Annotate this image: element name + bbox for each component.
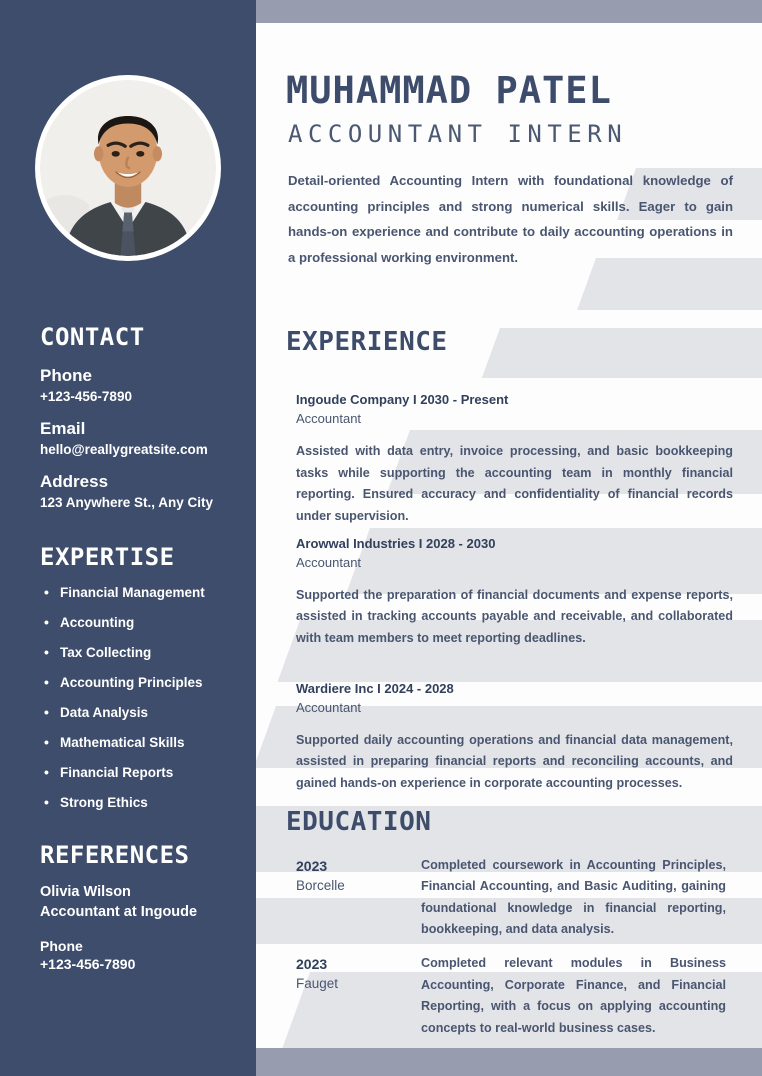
contact-details (40, 365, 230, 511)
experience-description: Supported daily accounting operations and financial data management, assisted in preparing financial reports and reconciling accounts, and gained hands-on experience in corporate accounting processes. (296, 732, 733, 790)
experience-section (286, 326, 733, 795)
bottom-accent-bar (256, 1048, 762, 1076)
education-school: Borcelle (296, 877, 345, 893)
experience-item (296, 534, 733, 650)
education-year: 2023 (296, 857, 328, 874)
education-school: Fauget (296, 976, 339, 992)
profile-summary: Detail-oriented Accounting Intern with foundational knowledge of accounting principles and strong numerical skills. Eager to gain hands-on experience and contribute to daily accounting operations in a professional working environment. (288, 173, 733, 266)
phone-value[interactable]: +123-456-7890 (40, 389, 132, 405)
list-item: • Accounting (44, 615, 230, 632)
education-meta (296, 855, 421, 942)
address-value: 123 Anywhere St., Any City (40, 494, 214, 510)
reference-phone-value[interactable]: +123-456-7890 (40, 956, 136, 973)
email-value[interactable]: hello@reallygreatsite.com (40, 442, 208, 458)
experience-role: Accountant (296, 555, 362, 571)
contact-heading: CONTACT (40, 323, 145, 351)
email-label: Email (40, 418, 86, 438)
experience-description: Supported the preparation of financial documents and expense reports, assisted in tracking accounts payable and receivable, and collaborated with team members to meet reporting deadlines. (296, 587, 733, 645)
list-item: • Financial Reports (44, 765, 230, 782)
sidebar (0, 0, 256, 1076)
references-section (26, 841, 230, 972)
reference-phone-label: Phone (40, 938, 83, 955)
education-year: 2023 (296, 956, 328, 973)
list-item: • Accounting Principles (44, 675, 230, 692)
experience-company: Arowwal Industries I 2028 - 2030 (296, 535, 496, 551)
experience-description: Assisted with data entry, invoice processing, and basic bookkeeping tasks while supporting the accounting team in monthly financial reporting. Ensured accuracy and confidentiality of financial records under supervision. (296, 443, 733, 523)
reference-role: Accountant at Ingoude (40, 904, 198, 921)
portrait-illustration (40, 80, 216, 256)
expertise-list (44, 585, 230, 811)
job-title-subheading: ACCOUNTANT INTERN (288, 120, 628, 148)
experience-company: Wardiere Inc I 2024 - 2028 (296, 680, 454, 696)
experience-item (296, 390, 733, 528)
list-item: • Strong Ethics (44, 795, 230, 812)
experience-company: Ingoude Company I 2030 - Present (296, 391, 509, 407)
profile-photo (40, 80, 216, 256)
education-section (286, 807, 726, 1040)
page-title: MUHAMMAD PATEL (286, 69, 612, 112)
education-item (296, 855, 726, 942)
references-heading: REFERENCES (40, 841, 190, 870)
top-accent-bar (256, 0, 762, 23)
education-heading: EDUCATION (286, 806, 432, 837)
experience-heading: EXPERIENCE (286, 326, 448, 357)
list-item: • Data Analysis (44, 705, 230, 722)
experience-role: Accountant (296, 411, 362, 427)
expertise-heading: EXPERTISE (40, 543, 175, 572)
list-item: • Financial Management (44, 585, 230, 602)
expertise-section (26, 543, 230, 811)
education-description: Completed relevant modules in Business Accounting, Corporate Finance, and Financial Reporting, with a focus on applying accounting concepts to real-world business cases. (421, 956, 726, 1036)
education-description: Completed coursework in Accounting Principles, Financial Accounting, and Basic Auditing, gaining foundational knowledge in financial reporting, bookkeeping, and data analysis. (421, 857, 726, 937)
contact-section (26, 323, 230, 511)
list-item: • Mathematical Skills (44, 735, 230, 752)
list-item: • Tax Collecting (44, 645, 230, 662)
reference-name: Olivia Wilson (40, 884, 131, 901)
avatar (35, 75, 221, 261)
experience-item (296, 679, 733, 795)
education-meta (296, 953, 421, 1040)
experience-role: Accountant (296, 700, 362, 716)
phone-label: Phone (40, 366, 92, 385)
main-content (256, 0, 762, 1076)
address-label: Address (40, 471, 109, 491)
education-item (296, 953, 726, 1040)
